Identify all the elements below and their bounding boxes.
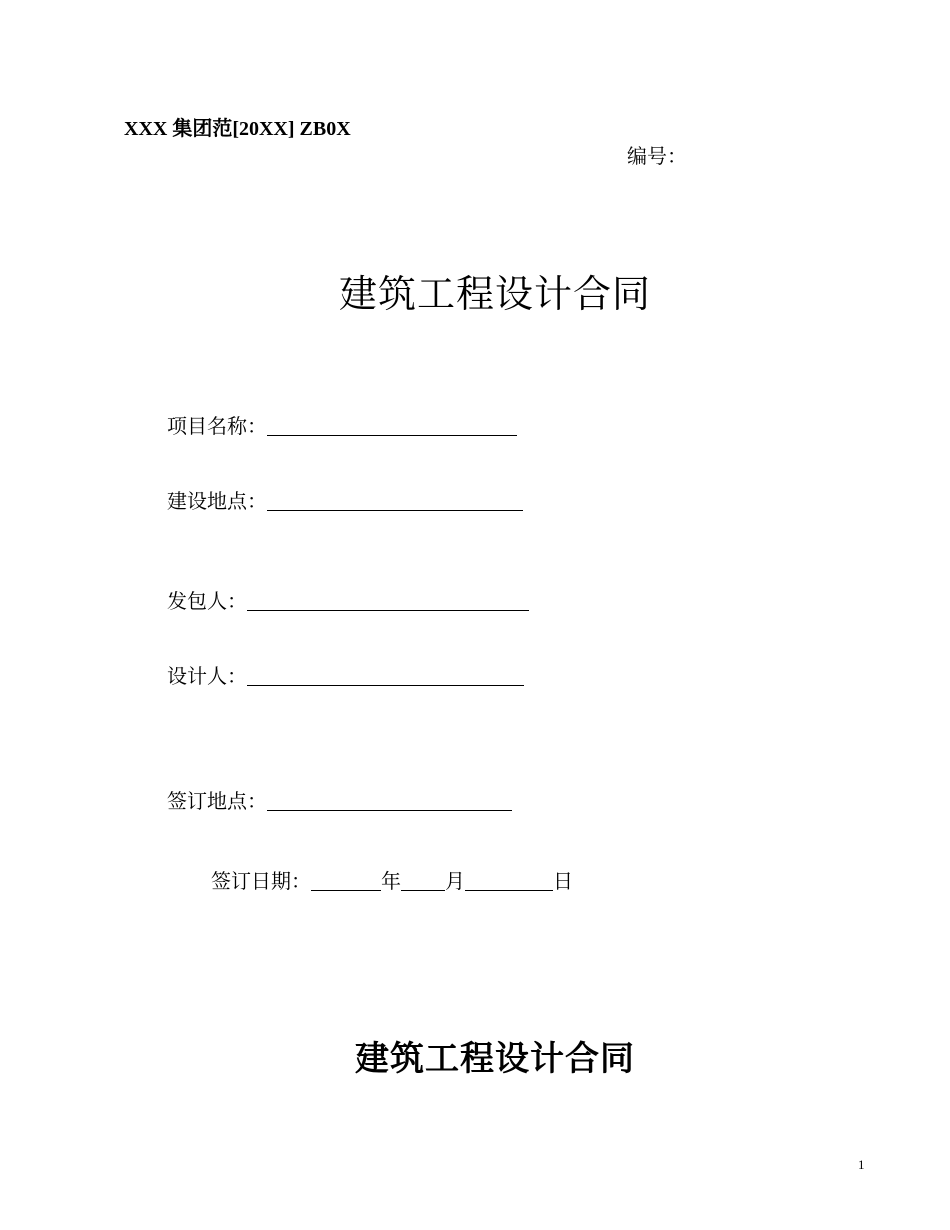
construction-site-blank: [267, 490, 523, 511]
project-name-blank: [267, 415, 517, 436]
signing-place-field: [167, 787, 512, 815]
signing-day-blank: [465, 870, 553, 891]
designer-label: 设计人：: [167, 664, 247, 688]
signing-month-blank: [401, 870, 445, 891]
contract-number-label: 编号：: [627, 144, 687, 168]
section-title: 建筑工程设计合同: [355, 1039, 635, 1079]
designer-blank: [247, 665, 524, 686]
employer-field: [167, 587, 529, 615]
signing-date-field: [211, 867, 573, 895]
signing-place-label: 签订地点：: [167, 789, 267, 813]
construction-site-label: 建设地点：: [167, 489, 267, 513]
employer-label: 发包人：: [167, 589, 247, 613]
project-name-label: 项目名称：: [167, 414, 267, 438]
contract-title: 建筑工程设计合同: [338, 272, 651, 316]
document-code: XXX 集团范[20XX] ZB0X: [124, 118, 351, 140]
day-label: 日: [553, 869, 573, 893]
signing-place-blank: [267, 790, 512, 811]
project-name-field: [167, 412, 517, 440]
year-label: 年: [381, 869, 401, 893]
page-number: 1: [858, 1157, 865, 1172]
construction-site-field: [167, 487, 523, 515]
month-label: 月: [445, 869, 465, 893]
employer-blank: [247, 590, 529, 611]
signing-year-blank: [311, 870, 381, 891]
signing-date-label: 签订日期：: [211, 869, 311, 893]
designer-field: [167, 662, 524, 690]
